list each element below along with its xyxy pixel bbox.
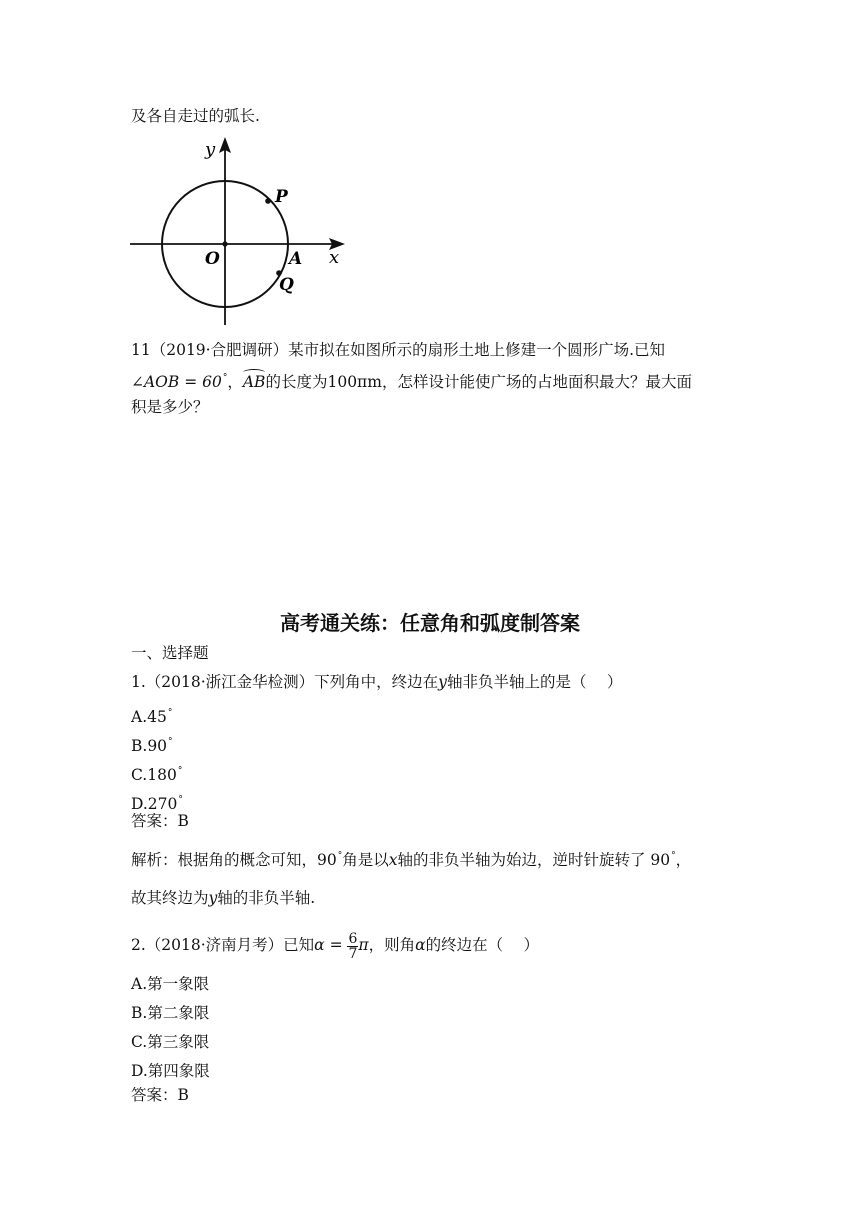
y-axis-label: y	[205, 139, 216, 160]
q2-stem-suffix: 的终边在（ ）	[425, 936, 540, 954]
point-p	[265, 198, 271, 204]
q1-analysis-1d: ，	[675, 851, 692, 869]
q11-unit: m	[367, 373, 382, 391]
q1-stem-var: y	[438, 673, 447, 691]
q2-option-b: B.第二象限	[131, 1004, 210, 1022]
q2-answer: 答案：B	[131, 1086, 189, 1104]
q11-length: 100π	[327, 373, 368, 391]
q2-pi: π	[358, 936, 369, 954]
q1-analysis-degree-2: °	[671, 851, 676, 861]
unit-circle-figure	[125, 133, 365, 333]
q11-degree: °	[222, 373, 228, 383]
q2-option-c: C.第三象限	[131, 1033, 210, 1051]
x-axis-label: x	[329, 247, 340, 268]
q1-option-c-text: C.180	[131, 766, 177, 784]
q1-option-c	[131, 761, 182, 785]
q2-stem-prefix: 2.（2018·济南月考）已知	[131, 936, 315, 954]
q1-analysis-1a: 解析：根据角的概念可知，90	[131, 851, 337, 869]
q2-fraction	[347, 932, 358, 961]
q1-option-d-degree: °	[178, 795, 183, 805]
q11-line-1: 11（2019·合肥调研）某市拟在如图所示的扇形土地上修建一个圆形广场.已知	[131, 341, 666, 359]
q2-stem	[131, 930, 539, 961]
q1-option-d-text: D.270	[131, 795, 178, 813]
q1-analysis-2a: 故其终边为	[131, 889, 209, 907]
q11-arc-ab: AB	[242, 373, 266, 391]
q1-analysis-1b: 角是以	[342, 851, 389, 869]
q2-denominator: 7	[348, 945, 358, 962]
q1-analysis-2b: 轴的非负半轴.	[217, 889, 316, 907]
q1-stem-suffix: 轴非负半轴上的是（ ）	[446, 673, 623, 691]
origin-point	[222, 241, 227, 246]
q1-option-b-degree: °	[168, 737, 173, 747]
q11-mid: 的长度为	[265, 373, 328, 391]
q1-analysis-line-1	[131, 846, 691, 870]
q1-stem	[131, 672, 622, 692]
point-p-label: P	[275, 187, 288, 207]
section-heading: 一、选择题	[131, 644, 209, 662]
q2-option-d: D.第四象限	[131, 1062, 210, 1080]
q1-analysis-degree-1: °	[337, 851, 343, 861]
text-line: 及各自走过的弧长.	[131, 107, 260, 125]
point-q-label: Q	[279, 275, 294, 295]
q11-angle: ∠AOB = 60	[131, 373, 222, 391]
q11-rest: ，怎样设计能使广场的占地面积最大？最大面	[381, 373, 692, 391]
q1-option-b	[131, 732, 173, 756]
q1-option-a-degree: °	[167, 708, 173, 718]
q2-stem-mid: ，则角	[368, 936, 416, 954]
q2-alpha: α	[314, 936, 325, 954]
q1-stem-prefix: 1.（2018·浙江金华检测）下列角中，终边在	[131, 673, 439, 691]
q1-option-a	[131, 703, 172, 727]
q1-analysis-line-2	[131, 888, 315, 908]
q11-sep: ，	[227, 373, 243, 391]
q1-option-a-text: A.45	[131, 708, 167, 726]
q1-analysis-var: x	[388, 851, 398, 869]
q11-line-3: 积是多少？	[131, 398, 209, 416]
origin-label: O	[205, 249, 220, 269]
q2-option-a: A.第一象限	[131, 975, 210, 993]
q1-option-c-degree: °	[177, 766, 183, 776]
q1-analysis-2var: y	[208, 889, 218, 907]
q1-answer: 答案：B	[131, 812, 189, 830]
point-a-label: A	[289, 249, 303, 269]
q11-line-2	[131, 368, 692, 392]
q1-option-b-text: B.90	[131, 737, 168, 755]
q2-eq: =	[324, 936, 348, 954]
q2-numerator: 6	[348, 930, 358, 947]
answer-title: 高考通关练：任意角和弧度制答案	[280, 611, 580, 635]
q2-alpha-2: α	[415, 936, 426, 954]
q1-analysis-1c: 轴的非负半轴为始边，逆时针旋转了 90	[397, 851, 671, 869]
